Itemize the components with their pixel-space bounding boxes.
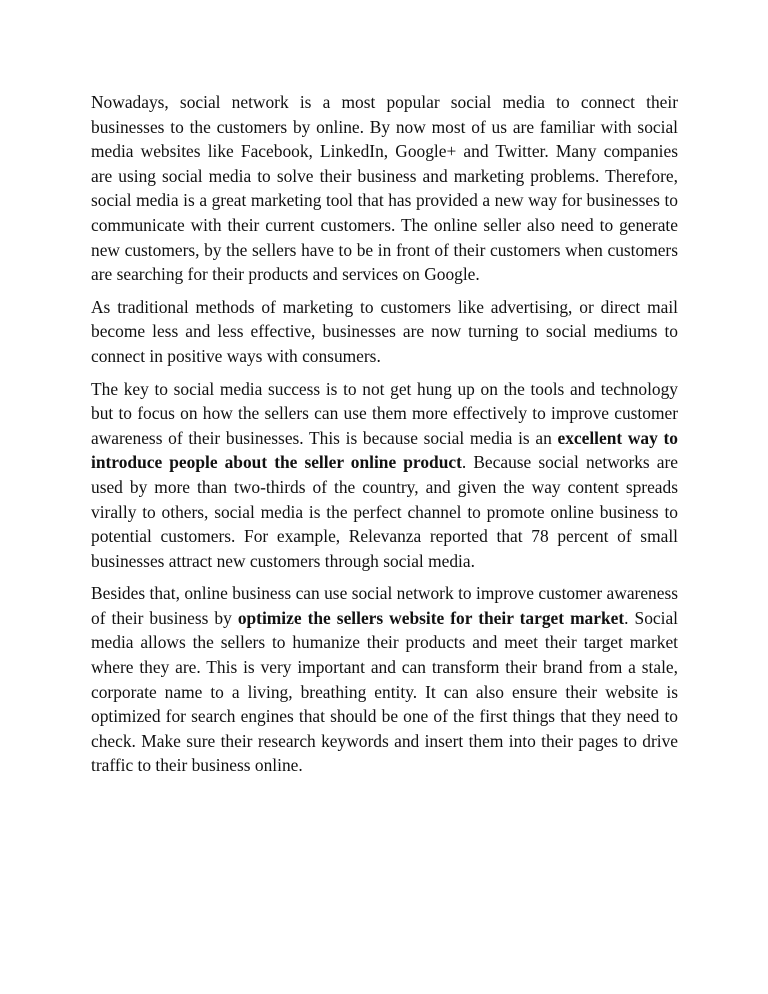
paragraph-4-text-start: Besides that, online business can use social network to improve customer awareness of their business by: [91, 583, 678, 628]
paragraph-3-bold-text: excellent way to introduce people about the seller online product: [91, 427, 678, 473]
paragraph-3-text-end: . Because social networks are used by more than two-thirds of the country, and given the way content spreads virally to others, social media is the perfect channel to promote online business to potential customers. For example, Relevanza reported that 78 percent of small businesses attract new customers through social media.: [91, 452, 678, 571]
paragraph-2-text: As traditional methods of marketing to customers like advertising, or direct mail become less and less effective, businesses are now turning to social mediums to connect in positive ways with consumers.: [91, 296, 678, 366]
paragraph-1-text: Nowadays, social network is a most popular social media to connect their businesses to the customers by online. By now most of us are familiar with social media websites like Facebook, LinkedIn, Google+ and Twitter. Many companies are using social media to solve their business and marketing problems. Therefore, social media is a great marketing tool that has provided a new way for businesses to communicate with their current customers. The online seller also need to generate new customers, by the sellers have to be in front of their customers when customers are searching for their products and services on Google.: [91, 92, 678, 285]
paragraph-4: [91, 581, 678, 778]
document-body: [91, 90, 678, 786]
paragraph-2: [91, 295, 678, 369]
paragraph-3-text-start: The key to social media success is to not get hung up on the tools and technology but to focus on how the sellers can use them more effectively to improve customer awareness of their businesses. This is because social media is an: [91, 378, 678, 448]
paragraph-3: [91, 377, 678, 574]
paragraph-4-text-end: . Social media allows the sellers to humanize their products and meet their target market where they are. This is very important and can transform their brand from a stale, corporate name to a living, breathing entity. It can also ensure their website is optimized for search engines that should be one of the first things that they need to check. Make sure their research keywords and insert them into their pages to drive traffic to their business online.: [91, 607, 679, 776]
paragraph-4-bold-text: optimize the sellers website for their target market: [237, 607, 625, 628]
paragraph-1: [91, 90, 678, 287]
